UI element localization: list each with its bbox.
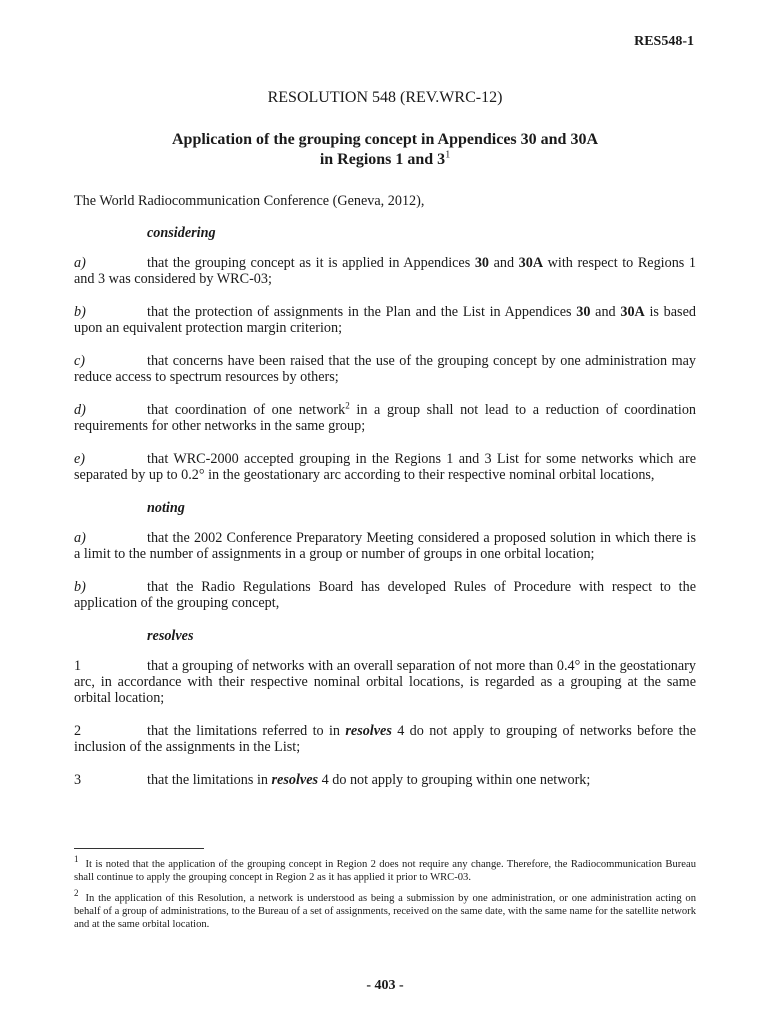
- item-text: that the Radio Regulations Board has developed Rules of Procedure with respect to the application of the grouping concept,: [74, 579, 696, 611]
- appendix-ref: 30: [474, 255, 490, 271]
- item-text: and: [489, 255, 519, 271]
- subtitle-line-2-text: in Regions 1 and 3: [319, 151, 446, 168]
- item-text: that concerns have been raised that the use of the grouping concept by one administration may reduce access to spectrum resources by others;: [74, 353, 696, 385]
- item-label: b): [74, 579, 86, 595]
- appendix-ref: 30: [576, 304, 591, 320]
- footnote-text: It is noted that the application of the grouping concept in Region 2 does not require any change. Therefore, the Radiocommunication Bureau shall continue to apply the grouping concept in Region 2 as it has applied it prior to WRC-03.: [74, 859, 696, 883]
- footnote-text: In the application of this Resolution, a network is understood as being a submission by one administration, or one administration acting on behalf of a group of administrations, to the Bureau of a set of assignments, received on the same date, with the same name for the satellite network and at the same orbital location.: [74, 893, 696, 930]
- subtitle-line-2: [0, 150, 770, 170]
- footnote-1: [74, 854, 696, 884]
- item-label: a): [74, 530, 86, 546]
- item-label: 2: [74, 723, 82, 739]
- preamble: The World Radiocommunication Conference (Geneva, 2012),: [74, 193, 425, 209]
- item-text: and: [590, 304, 621, 320]
- item-text: that the limitations referred to in: [147, 723, 346, 739]
- item-text: that the protection of assignments in the Plan and the List in Appendices: [147, 304, 577, 320]
- resolves-keyword: resolves: [271, 772, 319, 788]
- noting-item-a: [74, 530, 696, 562]
- item-label: 3: [74, 772, 82, 788]
- resolution-body: [74, 193, 696, 805]
- item-text: with respect to Regions 1 and 3 was considered by WRC-03;: [74, 255, 696, 287]
- item-text: that the 2002 Conference Preparatory Meeting considered a proposed solution in which there is a limit to the number of assignments in a group or number of groups in one orbital location;: [74, 530, 696, 562]
- item-label: b): [74, 304, 86, 320]
- item-text: that coordination of one network: [147, 402, 346, 418]
- footnote-ref-2[interactable]: 2: [345, 400, 350, 411]
- subtitle-line-1: Application of the grouping concept in Appendices 30 and 30A: [172, 131, 598, 148]
- footnote-number: 2: [74, 888, 79, 899]
- footnote-2: [74, 888, 696, 931]
- considering-item-c: [74, 353, 696, 385]
- item-label: e): [74, 451, 86, 467]
- page-number: - 403 -: [366, 978, 404, 993]
- item-text: that a grouping of networks with an overall separation of not more than 0.4° in the geostationary arc, in accordance with their respective nominal orbital locations, is regarded as a grouping at the same orbital location;: [74, 658, 696, 706]
- item-label: d): [74, 402, 86, 418]
- item-label: 1: [74, 658, 82, 674]
- considering-item-a: [74, 255, 696, 287]
- footnotes: [74, 854, 696, 939]
- item-text: 4 do not apply to grouping of networks before the inclusion of the assignments in the List;: [74, 723, 696, 755]
- item-text: that the grouping concept as it is applied in Appendices: [147, 255, 475, 271]
- considering-heading: considering: [147, 225, 216, 241]
- resolves-item-2: [74, 723, 696, 755]
- considering-item-e: [74, 451, 696, 483]
- header-code: RES548-1: [634, 34, 694, 49]
- appendix-ref: 30A: [518, 255, 544, 271]
- resolves-item-3: [74, 772, 696, 788]
- considering-item-d: [74, 402, 696, 434]
- item-text: that WRC-2000 accepted grouping in the Regions 1 and 3 List for some networks which are separated by up to 0.2° in the geostationary arc according to their respective nominal orbital locations,: [74, 451, 696, 483]
- footnote-ref-1[interactable]: 1: [445, 149, 451, 161]
- resolution-subtitle: [0, 130, 770, 170]
- item-text: that the limitations in: [147, 772, 272, 788]
- appendix-ref: 30A: [620, 304, 645, 320]
- footnote-number: 1: [74, 854, 79, 865]
- resolves-keyword: resolves: [345, 723, 392, 739]
- resolution-title: RESOLUTION 548 (REV.WRC-12): [267, 89, 503, 106]
- footnote-divider: [74, 848, 204, 849]
- noting-heading: noting: [147, 500, 185, 516]
- considering-item-b: [74, 304, 696, 336]
- item-text: 4 do not apply to grouping within one network;: [318, 772, 591, 788]
- item-text: in a group shall not lead to a reduction of coordination requirements for other networks in the same group;: [74, 402, 697, 434]
- noting-item-b: [74, 579, 696, 611]
- item-label: a): [74, 255, 86, 271]
- item-label: c): [74, 353, 86, 369]
- resolves-heading: resolves: [147, 628, 194, 644]
- resolves-item-1: [74, 658, 696, 706]
- item-text: is based upon an equivalent protection margin criterion;: [74, 304, 696, 336]
